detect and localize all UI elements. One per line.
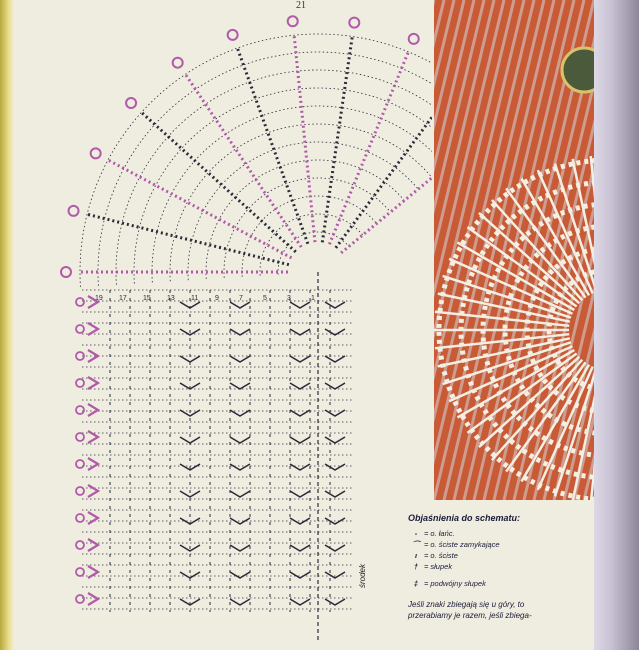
- fan-stitch-column: [294, 33, 315, 242]
- chart-fan-motif: [180, 302, 200, 308]
- legend: [408, 513, 594, 621]
- fan-row-arc: [242, 196, 377, 277]
- edge-picot: [88, 323, 98, 335]
- edge-picot: [76, 325, 84, 333]
- edge-picot: [76, 487, 84, 495]
- fan-row-arc: [170, 124, 432, 281]
- legend-item-label: słupek: [430, 562, 453, 571]
- fan-picot: [349, 18, 359, 28]
- edge-picot: [76, 568, 84, 576]
- chart-fan-motif: [290, 410, 310, 416]
- fan-row-arc: [224, 178, 390, 278]
- chart-fan-motif: [230, 437, 250, 443]
- chart-fan-motif: [325, 545, 345, 551]
- fan-picot: [126, 98, 136, 108]
- slip-symbol-icon: ı: [414, 551, 418, 560]
- legend-item-slip: ı = o. ściste: [408, 550, 594, 561]
- fan-picot: [173, 58, 183, 68]
- chain-symbol-icon: -: [414, 529, 418, 538]
- legend-item-label: o. łańc.: [430, 529, 455, 538]
- treble-symbol-icon: †: [413, 562, 419, 571]
- chart-fan-motif: [230, 599, 250, 605]
- chart-fan-motif: [230, 464, 250, 470]
- edge-picot: [76, 595, 84, 603]
- row-number-label: 19: [95, 295, 103, 302]
- fan-row-arc: [188, 142, 418, 280]
- fan-picot: [288, 16, 298, 26]
- legend-title: Objaśnienia do schematu:: [408, 513, 521, 523]
- edge-picot: [88, 512, 98, 524]
- fan-stitch-column: [237, 46, 308, 244]
- fan-stitch-column: [106, 159, 291, 258]
- legend-item-treble: † = słupek: [408, 561, 594, 572]
- edge-picot: [88, 485, 98, 497]
- book-binding: [594, 0, 639, 650]
- row-number-label: 13: [167, 295, 175, 302]
- row-number-label: 11: [191, 295, 199, 302]
- fan-picot: [91, 148, 101, 158]
- row-number-label: 3: [287, 295, 291, 302]
- chart-fan-motif: [230, 410, 250, 416]
- row-number-label: 9: [215, 295, 219, 302]
- fan-stitch-column: [140, 111, 296, 252]
- chart-fan-motif: [290, 572, 310, 578]
- edge-picot: [76, 514, 84, 522]
- legend-item-closing-slip: ⌒ = o. ściste zamykające: [408, 539, 594, 550]
- fan-stitch-column: [184, 73, 301, 247]
- fan-row-arc: [116, 70, 432, 285]
- fan-row-arc: [260, 214, 363, 276]
- chart-fan-motif: [325, 491, 345, 497]
- fan-picot: [228, 30, 238, 40]
- fan-picot: [69, 206, 79, 216]
- double-treble-symbol-icon: ‡: [413, 579, 419, 588]
- bottle-shape: [562, 48, 594, 92]
- legend-item-double-treble: ‡ = podwójny słupek: [408, 578, 594, 589]
- fan-row-arc: [206, 160, 404, 279]
- edge-picot: [88, 566, 98, 578]
- chart-fan-motif: [325, 302, 345, 308]
- fan-picot: [61, 267, 71, 277]
- chart-fan-motif: [180, 437, 200, 443]
- chart-fan-motif: [290, 599, 310, 605]
- chart-fan-motif: [325, 356, 345, 362]
- edge-picot: [88, 593, 98, 605]
- chart-fan-motif: [290, 491, 310, 497]
- doily-photo: [434, 0, 594, 500]
- chart-fan-motif: [325, 572, 345, 578]
- chart-fan-motif: [230, 356, 250, 362]
- legend-item-label: o. ściste zamykające: [430, 540, 500, 549]
- fan-picot: [409, 34, 419, 44]
- row-number-label: 1: [311, 295, 315, 302]
- legend-note-line: przerabiamy je razem, jeśli zbiega-: [408, 611, 532, 620]
- center-label: środek: [358, 563, 367, 588]
- chart-fan-motif: [230, 545, 250, 551]
- chart-fan-motif: [290, 545, 310, 551]
- row-number-label: 5: [263, 295, 267, 302]
- chart-fan-motif: [290, 437, 310, 443]
- fan-stitch-column: [336, 79, 432, 248]
- edge-picot: [76, 433, 84, 441]
- edge-picot: [76, 298, 84, 306]
- fan-stitch-column: [341, 119, 432, 253]
- chart-fan-motif: [290, 464, 310, 470]
- edge-picot: [88, 539, 98, 551]
- fan-row-arc: [152, 106, 432, 282]
- fan-stitch-column: [322, 35, 352, 243]
- edge-picot: [88, 458, 98, 470]
- legend-item-chain: - = o. łańc.: [408, 528, 594, 539]
- edge-picot: [88, 350, 98, 362]
- chart-fan-motif: [290, 383, 310, 389]
- edge-picot: [76, 406, 84, 414]
- edge-picot: [88, 404, 98, 416]
- closing-slip-symbol-icon: ⌒: [412, 540, 420, 549]
- chart-fan-motif: [290, 356, 310, 362]
- row-number-label: 17: [119, 295, 127, 302]
- chart-fan-motif: [230, 491, 250, 497]
- fan-row-arc: [98, 52, 432, 286]
- chart-fan-motif: [230, 572, 250, 578]
- row-number-label: 15: [143, 295, 151, 302]
- chart-fan-motif: [230, 383, 250, 389]
- chart-fan-motif: [325, 383, 345, 389]
- legend-item-label: o. ściste: [430, 551, 458, 560]
- edge-picot: [76, 541, 84, 549]
- page-marker: 21: [296, 0, 306, 11]
- legend-note-line: Jeśli znaki zbiegają się u góry, to: [408, 600, 525, 609]
- chart-fan-motif: [290, 302, 310, 308]
- row-number-label: 7: [239, 295, 243, 302]
- fan-stitch-column: [85, 214, 289, 265]
- legend-item-label: podwójny słupek: [430, 579, 486, 588]
- chart-fan-motif: [325, 437, 345, 443]
- edge-picot: [76, 379, 84, 387]
- edge-picot: [88, 431, 98, 443]
- chart-fan-motif: [325, 599, 345, 605]
- legend-note: [408, 599, 594, 621]
- fan-row-arc: [80, 34, 432, 287]
- chart-fan-motif: [325, 464, 345, 470]
- edge-picot: [76, 460, 84, 468]
- chart-fan-motif: [230, 302, 250, 308]
- doily-photo-image: [434, 0, 594, 500]
- fan-row-arc: [134, 88, 432, 284]
- fan-row-arc: [278, 232, 349, 275]
- edge-picot: [88, 377, 98, 389]
